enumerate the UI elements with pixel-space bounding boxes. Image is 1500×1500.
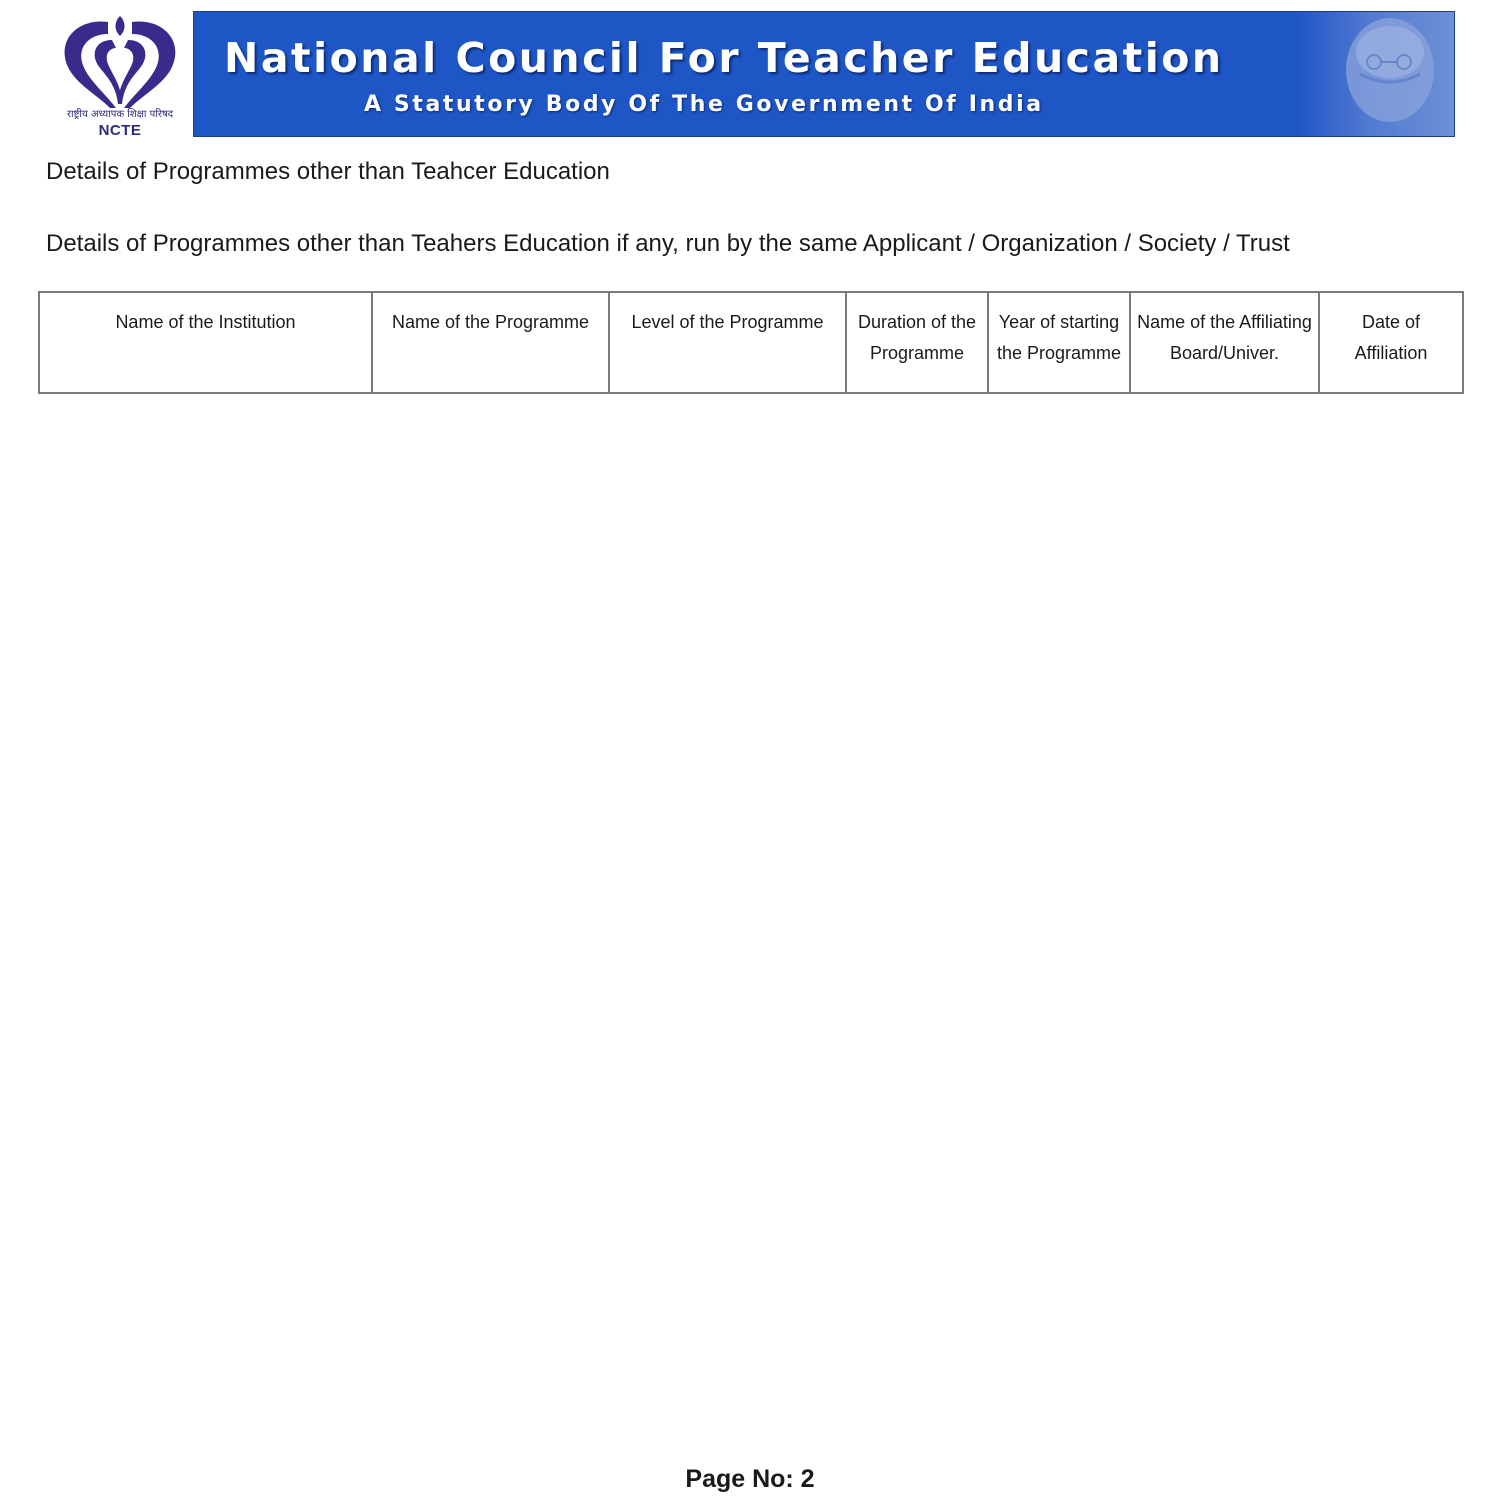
ncte-emblem-icon — [50, 12, 190, 112]
column-header-affiliation-date: Date of Affiliation — [1319, 292, 1463, 393]
logo-text: NCTE — [98, 122, 142, 139]
column-header-duration: Duration of the Programme — [846, 292, 988, 393]
programmes-table — [38, 291, 1464, 394]
ncte-logo — [50, 12, 190, 140]
gandhi-portrait-icon — [1298, 12, 1454, 137]
section-heading: Details of Programmes other than Teahcer Education — [46, 158, 610, 185]
portrait-image — [1298, 12, 1454, 137]
logo-hindi-text: राष्ट्रीय अध्यापक शिक्षा परिषद — [66, 109, 174, 120]
column-header-year-started: Year of starting the Programme — [988, 292, 1130, 393]
header-banner — [193, 11, 1455, 137]
column-header-programme-name: Name of the Programme — [372, 292, 609, 393]
column-header-affiliating-board: Name of the Affiliating Board/Univer. — [1130, 292, 1319, 393]
table-header-row — [39, 292, 1463, 393]
page-number: Page No: 2 — [685, 1465, 815, 1493]
column-header-programme-level: Level of the Programme — [609, 292, 846, 393]
banner-title: National Council For Teacher Education — [224, 34, 1224, 82]
column-header-institution: Name of the Institution — [39, 292, 372, 393]
section-description: Details of Programmes other than Teahers Education if any, run by the same Applicant / Organization / Society / Trust — [46, 230, 1290, 257]
banner-subtitle: A Statutory Body Of The Government Of India — [364, 92, 1044, 117]
